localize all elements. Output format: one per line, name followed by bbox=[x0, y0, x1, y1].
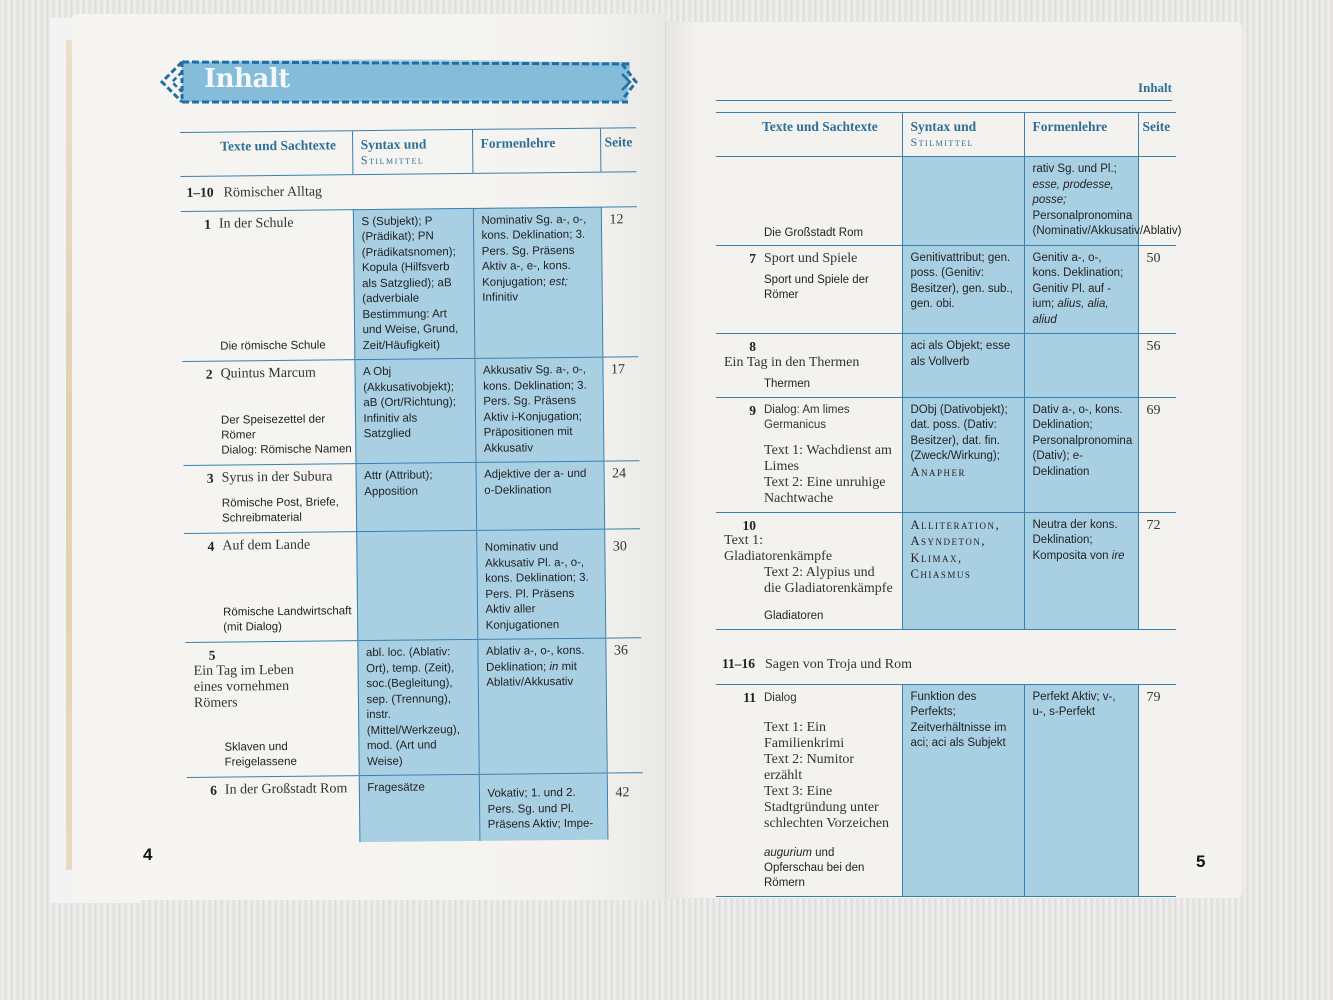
forms-cell bbox=[1024, 245, 1138, 334]
table-row bbox=[182, 357, 639, 466]
page-number: 30 bbox=[604, 529, 641, 638]
forms-text: rativ Sg. und Pl.; bbox=[1032, 163, 1117, 175]
lesson-number: 7 bbox=[749, 250, 756, 266]
syntax-text: DObj (Dativobjekt); dat. poss. (Dativ: Besitzer), dat. fin. (Zweck/Wirkung); bbox=[910, 403, 1008, 462]
table-row bbox=[183, 461, 640, 534]
lesson-title: Syrus in der Subura bbox=[221, 469, 333, 486]
text-title: Text 2: Numitor erzählt bbox=[764, 751, 855, 783]
syntax-cell: A Obj (Akkusativobjekt); aB (Ort/Richtung); Infinitiv als Satzglied bbox=[354, 358, 475, 463]
forms-cell bbox=[1024, 157, 1182, 246]
lesson-title: Dialog: Am limes Germanicus bbox=[764, 403, 850, 431]
lesson-title: Dialog bbox=[764, 691, 797, 704]
syntax-cell: Genitivattribut; gen. poss. (Genitiv: Besitzer), gen. sub., gen. obi. bbox=[902, 245, 1024, 334]
lesson-subtitle-italic: augurium bbox=[764, 846, 812, 859]
text-title: Text 1: Wachdienst am Limes bbox=[764, 442, 892, 474]
lesson-cell bbox=[183, 464, 356, 534]
running-head: Inhalt bbox=[716, 80, 1172, 101]
lesson-title: In der Großstadt Rom bbox=[224, 781, 348, 798]
section-row bbox=[716, 630, 1176, 685]
lesson-subtitle: Die römische Schule bbox=[220, 339, 326, 353]
lesson-subtitle: Römische Post, Briefe, Schreibmaterial bbox=[221, 496, 339, 525]
text-title: Text 1: Ein Familienkrimi bbox=[764, 719, 845, 751]
forms-cell: Perfekt Aktiv; v-, u-, s-Perfekt bbox=[1024, 684, 1138, 896]
forms-italic: in bbox=[549, 660, 559, 673]
forms-cell: Dativ a-, o-, kons. Deklination; Personalpronomina (Dativ); e-Deklination bbox=[1024, 397, 1138, 512]
lesson-number: 3 bbox=[206, 470, 214, 486]
table-header-row bbox=[716, 113, 1176, 157]
stylistic-device: Alliteration, Asyndeton, Klimax, Chiasmus bbox=[910, 517, 1001, 581]
page-number: 17 bbox=[602, 357, 639, 461]
forms-italic: alius, alia, aliud bbox=[1032, 298, 1109, 326]
lesson-title: Quintus Marcum bbox=[220, 365, 316, 382]
table-row bbox=[184, 529, 641, 643]
text-title: Text 1: Gladiatorenkämpfe bbox=[724, 533, 833, 564]
table-row bbox=[716, 512, 1176, 630]
col-header-page: Seite bbox=[600, 128, 636, 172]
lesson-cell bbox=[716, 334, 902, 398]
section-range: 1–10 bbox=[186, 184, 214, 200]
page-number: 36 bbox=[605, 638, 642, 773]
page-number: 12 bbox=[601, 206, 639, 357]
syntax-cell bbox=[356, 530, 477, 640]
syntax-cell bbox=[902, 512, 1024, 630]
section-title: Römischer Alltag bbox=[223, 184, 323, 201]
table-row bbox=[716, 334, 1176, 398]
forms-cell: Akkusativ Sg. a-, o-, kons. Deklination; 3. Pers. Sg. Präsens Aktiv i-Konjugation; Präpositionen mit Akkusativ bbox=[474, 357, 603, 462]
table-row bbox=[181, 206, 639, 361]
lesson-title: Ein Tag im Leben eines vornehmen Römers bbox=[193, 662, 294, 711]
forms-italic: ire bbox=[1111, 549, 1125, 562]
page-title: Inhalt bbox=[204, 64, 290, 94]
text-title: Text 2: Alypius und die Gladiatorenkämpfe bbox=[764, 565, 893, 596]
lesson-cell bbox=[185, 641, 358, 778]
forms-text: mit Ablativ/Akkusativ bbox=[486, 660, 577, 689]
syntax-cell: abl. loc. (Ablativ: Ort), temp. (Zeit), soc.(Begleitung), sep. (Trennung), instr. (Mittel/Werkzeug), mod. (Art und Weise) bbox=[357, 639, 478, 775]
col-header-syntax bbox=[902, 113, 1024, 157]
lesson-number: 1 bbox=[204, 216, 212, 232]
section-row bbox=[180, 172, 636, 211]
page-number: 42 bbox=[607, 773, 644, 839]
lesson-number: 11 bbox=[743, 689, 756, 705]
lesson-number: 9 bbox=[749, 402, 756, 418]
col-header-syntax-line2: Stilmittel bbox=[360, 152, 425, 168]
forms-text: Neutra der kons. Deklination; Komposita von bbox=[1032, 518, 1118, 562]
page-number-left: 4 bbox=[143, 845, 153, 864]
lesson-subtitle: Die Großstadt Rom bbox=[764, 226, 864, 239]
contents-table-right bbox=[716, 112, 1182, 897]
forms-italic: esse, prodesse, posse; bbox=[1032, 178, 1114, 206]
lesson-title: Sport und Spiele bbox=[764, 250, 858, 266]
forms-cell: Adjektive der a- und o-Deklination bbox=[475, 461, 604, 530]
lesson-number: 6 bbox=[210, 782, 217, 798]
lesson-title: Ein Tag in den Thermen bbox=[724, 354, 860, 370]
forms-cell bbox=[1024, 512, 1138, 630]
col-header-texts: Texte und Sachtexte bbox=[180, 131, 352, 177]
forms-cell: Nominativ Sg. a-, o-, kons. Deklination; 3. Pers. Sg. Präsens Aktiv a-, e-, kons. Konjugation; est; Infinitiv bbox=[473, 207, 603, 359]
lesson-number: 4 bbox=[207, 538, 215, 554]
lesson-cell bbox=[716, 157, 902, 246]
syntax-cell bbox=[902, 157, 1024, 246]
lesson-subtitle: Sport und Spiele der Römer bbox=[764, 273, 869, 301]
section-range: 11–16 bbox=[722, 656, 756, 671]
page-number: 50 bbox=[1138, 245, 1176, 334]
table-row-continued bbox=[716, 157, 1176, 246]
lesson-cell bbox=[716, 684, 902, 896]
page-number-right: 5 bbox=[1196, 852, 1206, 871]
text-title: Text 2: Eine unruhige Nachtwache bbox=[764, 474, 886, 506]
lesson-cell bbox=[181, 209, 355, 361]
contents-banner bbox=[160, 58, 638, 106]
col-header-texts: Texte und Sachtexte bbox=[716, 113, 902, 157]
col-header-syntax-line2: Stilmittel bbox=[910, 135, 974, 149]
lesson-subtitle: Dialog: Römische Namen bbox=[221, 443, 352, 457]
lesson-subtitle: Der Speisezettel der Römer bbox=[220, 413, 326, 442]
lesson-title: In der Schule bbox=[218, 215, 294, 232]
page-number: 56 bbox=[1138, 334, 1176, 398]
lesson-cell bbox=[716, 245, 902, 334]
page-number: 69 bbox=[1138, 397, 1176, 512]
lesson-number: 10 bbox=[742, 517, 756, 533]
lesson-number: 5 bbox=[208, 647, 216, 663]
section-title: Sagen von Troja und Rom bbox=[765, 657, 913, 672]
lesson-subtitle: Thermen bbox=[764, 377, 811, 390]
table-row bbox=[716, 245, 1176, 334]
lesson-subtitle: und Opferschau bei den Römern bbox=[764, 846, 865, 889]
syntax-cell bbox=[902, 397, 1024, 512]
lesson-subtitle: Römische Landwirtschaft (mit Dialog) bbox=[222, 605, 352, 634]
contents-table-left bbox=[180, 127, 643, 843]
forms-cell bbox=[477, 638, 606, 774]
col-header-syntax-line1: Syntax und bbox=[360, 136, 427, 153]
lesson-cell bbox=[187, 776, 360, 844]
syntax-cell: Fragesätze bbox=[359, 774, 480, 841]
forms-cell: Vokativ; 1. und 2. Pers. Sg. und Pl. Präsens Aktiv; Impe- bbox=[479, 773, 608, 840]
page-number: 72 bbox=[1138, 512, 1176, 630]
table-row bbox=[187, 773, 644, 844]
table-row bbox=[716, 397, 1176, 512]
forms-cell bbox=[1024, 334, 1138, 398]
lesson-number: 8 bbox=[749, 339, 756, 354]
col-header-syntax bbox=[352, 129, 472, 174]
col-header-forms: Formenlehre bbox=[1024, 113, 1138, 157]
page-number: 79 bbox=[1138, 684, 1176, 896]
lesson-subtitle: Gladiatoren bbox=[764, 610, 824, 622]
lesson-title: Auf dem Lande bbox=[222, 537, 311, 554]
lesson-cell bbox=[716, 397, 902, 512]
table-header-row bbox=[180, 128, 636, 177]
table-row bbox=[716, 684, 1176, 896]
syntax-cell: aci als Objekt; esse als Vollverb bbox=[902, 334, 1024, 398]
table-row bbox=[185, 638, 642, 778]
page-number: 24 bbox=[603, 461, 640, 529]
forms-cell: Nominativ und Akkusativ Pl. a-, o-, kons. Deklination; 3. Pers. Pl. Präsens Aktiv aller Konjugationen bbox=[476, 529, 605, 639]
stylistic-device: Anapher bbox=[910, 464, 967, 479]
col-header-forms: Formenlehre bbox=[472, 128, 600, 173]
syntax-cell: Funktion des Perfekts; Zeitverhältnisse im aci; aci als Subjekt bbox=[902, 684, 1024, 896]
lesson-subtitle: Sklaven und Freigelassene bbox=[224, 740, 297, 769]
col-header-syntax-line1: Syntax und bbox=[910, 119, 977, 134]
col-header-page: Seite bbox=[1138, 113, 1176, 157]
syntax-cell: Attr (Attribut); Apposition bbox=[355, 462, 476, 531]
forms-text: Genitiv a-, o-, kons. Deklination; Genitiv Pl. auf -ium; bbox=[1032, 251, 1124, 310]
lesson-number: 2 bbox=[205, 366, 213, 382]
forms-text: Personalpronomina (Nominativ/Akkusativ/Ablativ) bbox=[1032, 209, 1182, 237]
lesson-cell bbox=[716, 512, 902, 630]
lesson-cell bbox=[182, 360, 355, 466]
lesson-cell bbox=[184, 532, 357, 643]
forms-text: Ablativ a-, o-, kons. Deklination; bbox=[485, 644, 585, 674]
syntax-cell: S (Subjekt); P (Prädikat); PN (Prädikatsnomen); Kopula (Hilfsverb als Satzglied); aB (adverbiale Bestimmung: Art und Weise, Grund, Zeit/Häufigkeit) bbox=[353, 208, 475, 360]
text-title: Text 3: Eine Stadtgründung unter schlechten Vorzeichen bbox=[764, 783, 890, 831]
